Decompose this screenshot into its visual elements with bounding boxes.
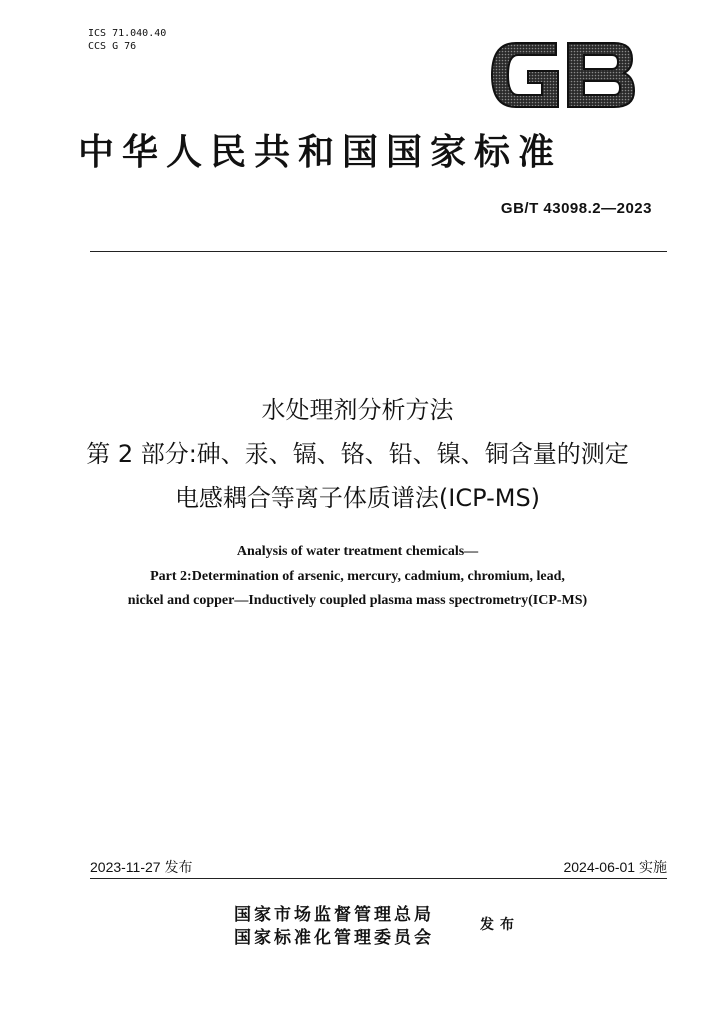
gb-logo-icon — [486, 35, 636, 115]
ics-code: ICS 71.040.40 — [88, 28, 167, 39]
effective-date: 2024-06-01 实施 — [563, 859, 667, 875]
publish-label: 发布 — [480, 917, 520, 933]
issuer-line-2: 国家标准化管理委员会 — [234, 928, 434, 948]
english-title-line-3: nickel and copper—Inductively coupled plasma mass spectrometry(ICP-MS) — [127, 593, 588, 608]
chinese-title-line-3: 电感耦合等离子体质谱法(ICP-MS) — [174, 484, 541, 512]
standard-number: GB/T 43098.2—2023 — [500, 200, 652, 217]
issuer-line-1: 国家市场监督管理总局 — [234, 905, 434, 925]
chinese-title-line-2: 第 2 部分:砷、汞、镉、铬、铅、镍、铜含量的测定 — [86, 440, 629, 468]
english-title-line-1: Analysis of water treatment chemicals— — [236, 544, 479, 559]
classification-codes — [88, 27, 166, 53]
ccs-code: CCS G 76 — [88, 41, 137, 52]
chinese-title-line-1: 水处理剂分析方法 — [261, 396, 454, 424]
top-divider — [90, 251, 667, 252]
english-title-line-2: Part 2:Determination of arsenic, mercury, cadmium, chromium, lead, — [150, 569, 565, 584]
bottom-divider — [90, 878, 667, 879]
issue-date: 2023-11-27 发布 — [90, 859, 193, 875]
standard-type-heading: 中华人民共和国国家标准 — [78, 131, 563, 173]
